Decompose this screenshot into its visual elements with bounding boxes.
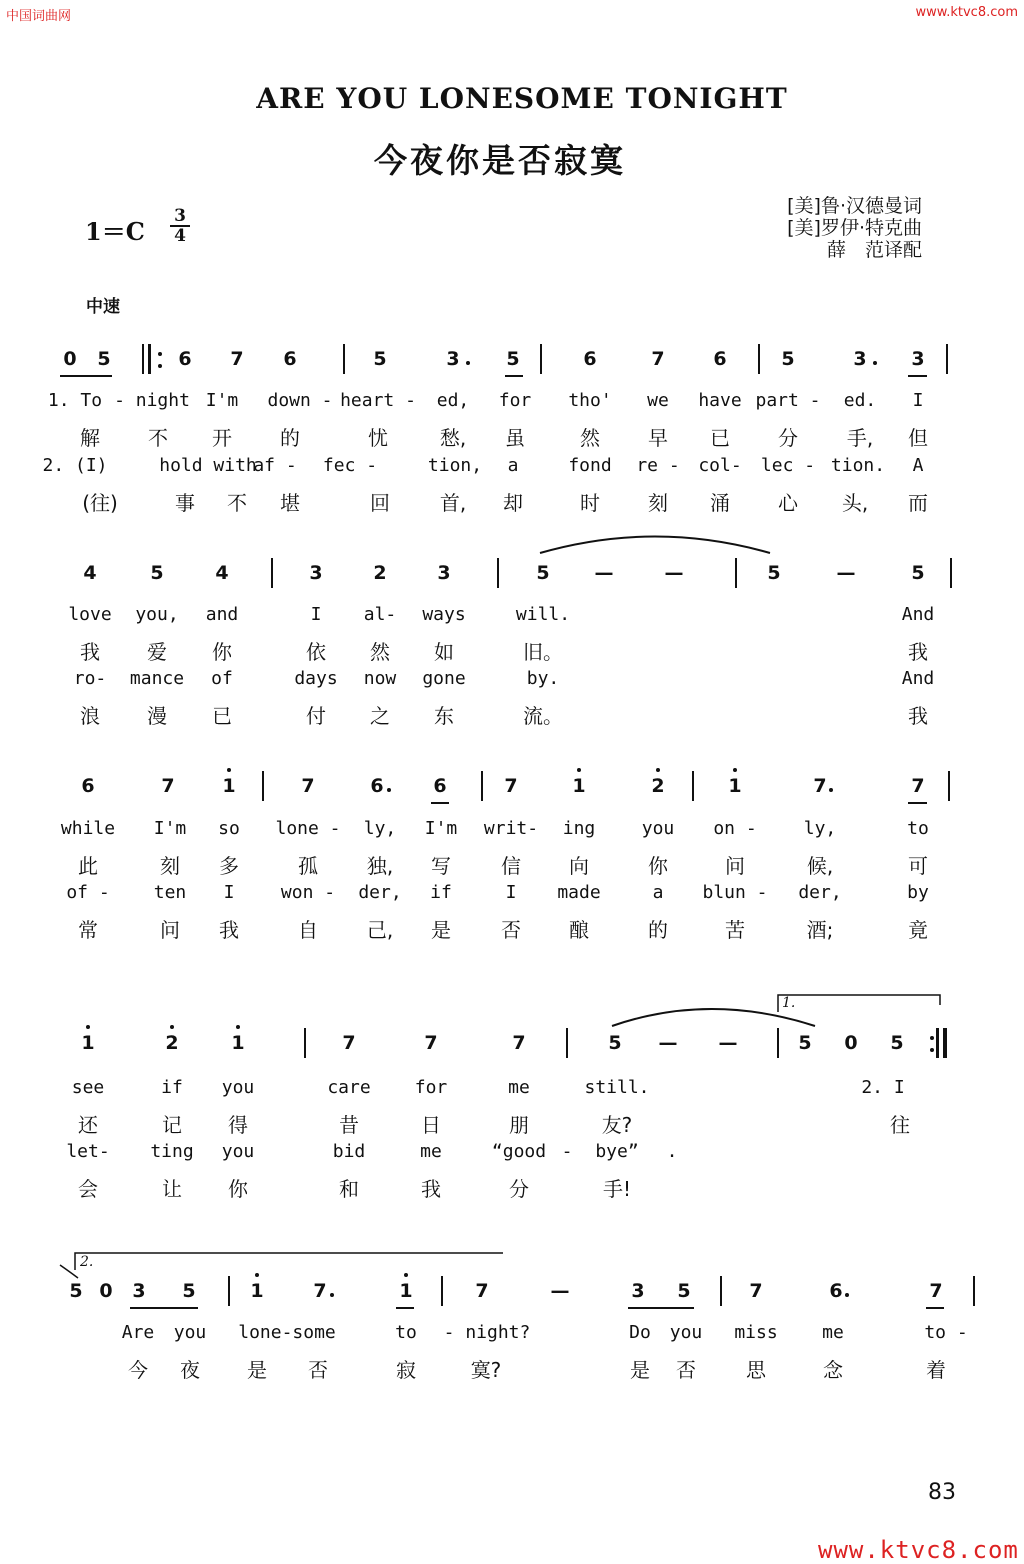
- lyric-english: I'm: [153, 818, 187, 839]
- lyric-english: der,: [798, 882, 842, 903]
- lyric-chinese: 我: [80, 640, 100, 664]
- note: 7: [475, 1280, 489, 1302]
- note: 5: [182, 1280, 196, 1302]
- lyric-chinese: 是: [630, 1358, 650, 1382]
- lyric-chinese: 是: [247, 1358, 267, 1382]
- credit-lyricist: [美]鲁·汉德曼词: [787, 195, 922, 217]
- lyric-english: heart -: [340, 390, 416, 411]
- credit-composer: [美]罗伊·特克曲: [787, 217, 922, 239]
- lyric-chinese: 否: [676, 1358, 696, 1382]
- lyric-chinese: 旧。: [523, 640, 563, 664]
- note: 2: [165, 1032, 179, 1054]
- lyric-chinese: 爱: [147, 640, 167, 664]
- note: 0: [99, 1280, 113, 1302]
- lyric-english: so: [218, 818, 240, 839]
- lyric-english: bid: [332, 1141, 366, 1162]
- lyric-english: you: [669, 1322, 703, 1343]
- lyric-english: ting: [150, 1141, 194, 1162]
- watermark-top-right: www.ktvc8.com: [915, 5, 1018, 20]
- lyric-chinese: 朋: [509, 1113, 529, 1137]
- note: 7: [512, 1032, 526, 1054]
- note: 7: [161, 775, 175, 797]
- key-signature: 1＝C: [85, 217, 145, 246]
- lyric-chinese: 问: [160, 918, 180, 942]
- lyric-chinese: 日: [421, 1113, 441, 1137]
- lyric-chinese: 回: [370, 491, 390, 515]
- lyric-english: ed.: [843, 390, 877, 411]
- lyric-chinese: 刻: [648, 491, 668, 515]
- lyric-english: col-: [698, 455, 742, 476]
- lyric-chinese: 忧: [368, 426, 388, 450]
- lyric-chinese: 向: [569, 854, 589, 878]
- lyric-chinese: 此: [78, 854, 98, 878]
- note: —: [664, 562, 684, 584]
- watermark-top-left: 中国词曲网: [6, 9, 72, 24]
- lyric-english: ten: [153, 882, 187, 903]
- note: —: [718, 1032, 738, 1054]
- lyric-chinese: 常: [78, 918, 98, 942]
- note: 1: [572, 775, 586, 797]
- title-chinese: 今夜你是否寂寞: [374, 141, 626, 180]
- lyric-chinese: 今: [128, 1358, 148, 1382]
- lyric-english: you,: [135, 604, 179, 625]
- lyric-chinese: 夜: [180, 1358, 200, 1382]
- lyric-english: care: [327, 1077, 371, 1098]
- note: 5: [608, 1032, 622, 1054]
- note: 1: [250, 1280, 264, 1302]
- lyric-chinese: 开: [212, 426, 232, 450]
- lyric-chinese: 手,: [846, 426, 874, 450]
- lyric-english: 1. To: [47, 390, 103, 411]
- lyric-chinese: 分: [509, 1177, 529, 1201]
- lyric-chinese: 自: [298, 918, 318, 942]
- note: 7: [424, 1032, 438, 1054]
- lyric-english: bye”: [595, 1141, 639, 1162]
- lyric-english: And: [901, 668, 935, 689]
- note: 6: [283, 348, 297, 370]
- note: 5: [536, 562, 550, 584]
- lyric-chinese: 浪: [80, 704, 100, 728]
- lyric-english: ing: [562, 818, 596, 839]
- lyric-english: of -: [66, 882, 110, 903]
- lyric-chinese: 堪: [280, 491, 300, 515]
- lyric-english: - night?: [443, 1322, 531, 1343]
- note: 3: [911, 348, 925, 370]
- lyric-english: I'm: [424, 818, 458, 839]
- lyric-chinese: 让: [162, 1177, 182, 1201]
- lyric-chinese: 我: [421, 1177, 441, 1201]
- lyric-chinese: 依: [306, 640, 326, 664]
- note: 1: [728, 775, 742, 797]
- lyric-chinese: 寞?: [470, 1358, 502, 1382]
- lyric-english: won -: [280, 882, 336, 903]
- lyric-chinese: 如: [434, 640, 454, 664]
- lyric-chinese: 然: [580, 426, 600, 450]
- time-signature-bottom: 4: [174, 226, 186, 246]
- lyric-chinese: 己,: [366, 918, 394, 942]
- lyric-english: will.: [515, 604, 571, 625]
- note: 5: [767, 562, 781, 584]
- lyric-english: you: [221, 1077, 255, 1098]
- note: 0: [63, 348, 77, 370]
- lyric-chinese: 流。: [523, 704, 563, 728]
- lyric-english: made: [557, 882, 601, 903]
- lyric-chinese: 还: [78, 1113, 98, 1137]
- lyric-chinese: 头,: [841, 491, 869, 515]
- note: 7: [929, 1280, 943, 1302]
- lyric-chinese: 酿: [569, 918, 589, 942]
- note: 3: [309, 562, 323, 584]
- time-signature-top: 3: [174, 206, 186, 226]
- lyric-chinese: 着: [926, 1358, 946, 1382]
- tempo-marking: 中速: [86, 297, 120, 317]
- tie-arc: [612, 1009, 815, 1026]
- lyric-english: of: [211, 668, 233, 689]
- lyric-chinese: 酒;: [806, 918, 834, 942]
- note: 5: [911, 562, 925, 584]
- lyric-english: ly,: [803, 818, 837, 839]
- lyric-chinese: 友?: [601, 1113, 633, 1137]
- note: 5: [97, 348, 111, 370]
- note: 5: [781, 348, 795, 370]
- lyric-chinese: 分: [778, 426, 798, 450]
- lyric-chinese: 事: [175, 491, 195, 515]
- lyric-chinese: 孤: [298, 854, 318, 878]
- lyric-english: - night: [114, 390, 190, 411]
- lyric-chinese: 愁,: [439, 426, 467, 450]
- lyric-chinese: 首,: [439, 491, 467, 515]
- note: 1: [81, 1032, 95, 1054]
- note: 5: [150, 562, 164, 584]
- lyric-chinese: 我: [908, 704, 928, 728]
- lyric-english: hold with: [159, 455, 257, 476]
- lyric-chinese: 记: [162, 1113, 182, 1137]
- lyric-english: love: [68, 604, 112, 625]
- lyric-chinese: 苦: [725, 918, 745, 942]
- lyric-english: tion.: [830, 455, 886, 476]
- volta-2-label: 2.: [80, 1254, 94, 1270]
- note: 4: [83, 562, 97, 584]
- lyric-chinese: 不: [227, 491, 247, 515]
- note: —: [658, 1032, 678, 1054]
- lyric-english: writ-: [483, 818, 539, 839]
- lyric-chinese: 东: [434, 704, 454, 728]
- lyric-english: .: [666, 1141, 678, 1162]
- note: 5: [373, 348, 387, 370]
- lyric-chinese: 多: [219, 854, 239, 878]
- lyric-english: I: [505, 882, 517, 903]
- note: 1: [399, 1280, 413, 1302]
- note: 7: [813, 775, 827, 797]
- lyric-english: you: [641, 818, 675, 839]
- lyric-chinese: 虽: [505, 426, 525, 450]
- note: 3: [446, 348, 460, 370]
- lyric-english: me: [508, 1077, 530, 1098]
- tie-arc: [540, 537, 770, 554]
- lyric-english: mance: [129, 668, 185, 689]
- lyric-english: have: [698, 390, 742, 411]
- lyric-english: me: [420, 1141, 442, 1162]
- lyric-english: I: [223, 882, 235, 903]
- lyric-english: if: [430, 882, 452, 903]
- lyric-english: a: [507, 455, 519, 476]
- lyric-english: for: [498, 390, 532, 411]
- lyric-chinese: 得: [228, 1113, 248, 1137]
- lyric-english: down -: [267, 390, 333, 411]
- note: —: [836, 562, 856, 584]
- lyric-english: we: [647, 390, 669, 411]
- note: 3: [631, 1280, 645, 1302]
- note: 7: [230, 348, 244, 370]
- lyric-english: re -: [636, 455, 680, 476]
- lyric-english: on -: [713, 818, 757, 839]
- lyric-english: a: [652, 882, 664, 903]
- lyric-english: me: [822, 1322, 844, 1343]
- lyric-chinese: 你: [212, 640, 232, 664]
- lyric-english: Do: [629, 1322, 651, 1343]
- lyric-chinese: 我: [908, 640, 928, 664]
- note: 7: [911, 775, 925, 797]
- note: 5: [506, 348, 520, 370]
- note: 6: [829, 1280, 843, 1302]
- lyric-english: to: [395, 1322, 417, 1343]
- lyric-chinese: 是: [431, 918, 451, 942]
- lyric-english: blun -: [702, 882, 768, 903]
- lyric-chinese: 竟: [908, 918, 928, 942]
- lyric-chinese: 往: [890, 1113, 910, 1137]
- lyric-english: -: [561, 1141, 573, 1162]
- page-number: 83: [928, 1480, 956, 1505]
- lyric-english: tion,: [427, 455, 483, 476]
- note: 7: [313, 1280, 327, 1302]
- lyric-english: gone: [422, 668, 466, 689]
- note: 1: [222, 775, 236, 797]
- lyric-chinese: 刻: [160, 854, 180, 878]
- lyric-english: you: [173, 1322, 207, 1343]
- note: 6: [713, 348, 727, 370]
- lyric-chinese: 而: [908, 491, 928, 515]
- lyric-english: now: [363, 668, 397, 689]
- lyric-english: lone -: [275, 818, 341, 839]
- lyric-english: fec -: [322, 455, 378, 476]
- note: 6: [583, 348, 597, 370]
- lyric-english: ed,: [436, 390, 470, 411]
- lyric-english: And: [901, 604, 935, 625]
- lyric-english: ways: [422, 604, 466, 625]
- lyric-english: I'm: [205, 390, 239, 411]
- lyric-english: for: [414, 1077, 448, 1098]
- lyric-english: der,: [358, 882, 402, 903]
- lyric-chinese: 早: [648, 426, 668, 450]
- note: 3: [132, 1280, 146, 1302]
- volta-1-label: 1.: [782, 995, 796, 1011]
- note: 0: [844, 1032, 858, 1054]
- lyric-english: lec -: [760, 455, 816, 476]
- lyric-chinese: 写: [431, 854, 451, 878]
- lyric-chinese: 思: [746, 1358, 766, 1382]
- lyric-english: fond: [568, 455, 612, 476]
- lyric-chinese: 和: [339, 1177, 359, 1201]
- note: 7: [651, 348, 665, 370]
- lyric-english: ro-: [73, 668, 107, 689]
- lyric-chinese: 会: [78, 1177, 98, 1201]
- lyric-english: 2. (I): [42, 455, 108, 476]
- lyric-chinese: 可: [908, 854, 928, 878]
- lyric-chinese: 付: [306, 704, 326, 728]
- lyric-chinese: 但: [908, 426, 928, 450]
- credit-translator: 薛 范译配: [826, 239, 922, 261]
- lyric-english: lone-some: [238, 1322, 336, 1343]
- lyric-english: let-: [66, 1141, 110, 1162]
- volta-1-bracket: [778, 995, 940, 1012]
- note: 6: [433, 775, 447, 797]
- lyric-chinese: 的: [648, 918, 668, 942]
- lyric-chinese: 否: [501, 918, 521, 942]
- note: 3: [853, 348, 867, 370]
- note: —: [594, 562, 614, 584]
- lyric-chinese: 解: [80, 426, 100, 450]
- lyric-english: Are: [121, 1322, 155, 1343]
- lyric-chinese: 信: [501, 854, 521, 878]
- lyric-chinese: 涌: [710, 491, 730, 515]
- lyric-english: while: [60, 818, 116, 839]
- lyric-english: I: [912, 390, 924, 411]
- note: 7: [342, 1032, 356, 1054]
- lyric-english: part -: [755, 390, 821, 411]
- lyric-english: by.: [526, 668, 560, 689]
- note: 5: [890, 1032, 904, 1054]
- note: 2: [373, 562, 387, 584]
- lyric-english: to -: [924, 1322, 968, 1343]
- lyric-chinese: 你: [228, 1177, 248, 1201]
- lyric-chinese: 你: [648, 854, 668, 878]
- lyric-chinese: 漫: [147, 704, 167, 728]
- lyric-english: I: [310, 604, 322, 625]
- lyric-chinese: 手!: [602, 1177, 632, 1201]
- note: 2: [651, 775, 665, 797]
- note: 5: [677, 1280, 691, 1302]
- volta-2-bracket: [75, 1253, 503, 1270]
- lyric-english: if: [161, 1077, 183, 1098]
- lyric-english: “good: [491, 1141, 547, 1162]
- lyric-english: still.: [584, 1077, 650, 1098]
- note: 7: [749, 1280, 763, 1302]
- lyric-english: you: [221, 1141, 255, 1162]
- lyric-chinese: 然: [370, 640, 390, 664]
- title-english: ARE YOU LONESOME TONIGHT: [256, 82, 788, 115]
- lyric-chinese: 心: [778, 491, 798, 515]
- lyric-english: al-: [363, 604, 397, 625]
- lyric-english: miss: [734, 1322, 778, 1343]
- note: —: [550, 1280, 570, 1302]
- lyric-english: A: [912, 455, 924, 476]
- lyric-chinese: (往): [82, 491, 118, 515]
- lyric-chinese: 念: [823, 1358, 843, 1382]
- note: 6: [81, 775, 95, 797]
- lyric-chinese: 时: [580, 491, 600, 515]
- note: 7: [301, 775, 315, 797]
- lyric-chinese: 我: [219, 918, 239, 942]
- lyric-chinese: 已: [710, 426, 730, 450]
- watermark-bottom-right: www.ktvc8.com: [818, 1536, 1019, 1564]
- lyric-english: ly,: [363, 818, 397, 839]
- lyric-chinese: 候,: [806, 854, 834, 878]
- lyric-chinese: 的: [280, 426, 300, 450]
- lyric-english: by: [907, 882, 929, 903]
- lyric-chinese: 之: [370, 704, 390, 728]
- note: 5: [798, 1032, 812, 1054]
- lyric-english: days: [294, 668, 338, 689]
- lyric-english: and: [205, 604, 239, 625]
- note: 6: [370, 775, 384, 797]
- lyric-chinese: 却: [503, 491, 523, 515]
- lyric-chinese: 独,: [366, 854, 394, 878]
- lyric-english: 2. I: [861, 1077, 905, 1098]
- note: 4: [215, 562, 229, 584]
- note: 5: [69, 1280, 83, 1302]
- note: 7: [504, 775, 518, 797]
- note: 1: [231, 1032, 245, 1054]
- lyric-english: af -: [253, 455, 297, 476]
- lyric-chinese: 问: [725, 854, 745, 878]
- lyric-chinese: 寂: [396, 1358, 416, 1382]
- lyric-english: tho': [568, 390, 612, 411]
- lyric-chinese: 昔: [339, 1113, 359, 1137]
- note: 3: [437, 562, 451, 584]
- lyric-chinese: 不: [148, 426, 168, 450]
- lyric-english: to: [907, 818, 929, 839]
- lyric-english: see: [71, 1077, 105, 1098]
- note: 6: [178, 348, 192, 370]
- lyric-chinese: 已: [212, 704, 232, 728]
- lyric-chinese: 否: [308, 1358, 328, 1382]
